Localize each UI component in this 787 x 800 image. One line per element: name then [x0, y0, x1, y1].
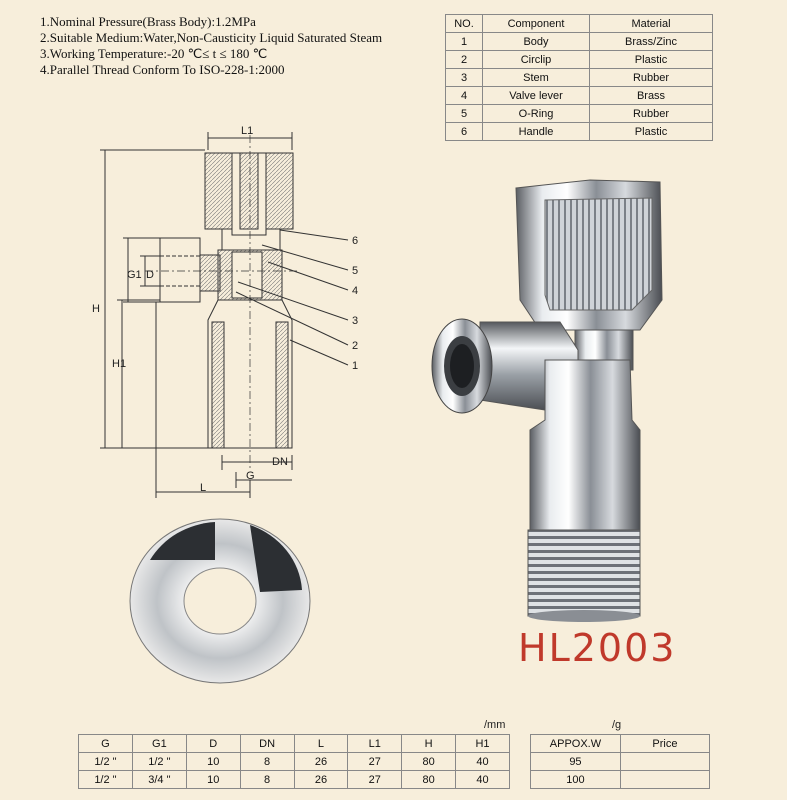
table-header-row: [79, 735, 510, 753]
table-cell: 5: [446, 105, 483, 123]
table-cell: 27: [348, 771, 402, 789]
table-cell: 3: [446, 69, 483, 87]
spec-line: 3.Working Temperature:-20 ℃≤ t ≤ 180 ℃: [40, 46, 268, 61]
table-cell: Stem: [483, 69, 590, 87]
spec-line: 2.Suitable Medium:Water,Non-Causticity Liquid Saturated Steam: [40, 30, 383, 45]
table-cell: Valve lever: [483, 87, 590, 105]
column-header: H: [402, 735, 456, 753]
dim-label-g: G: [246, 470, 255, 482]
callout-label: 3: [352, 315, 359, 327]
table-cell: 27: [348, 753, 402, 771]
dim-label-l: L: [200, 482, 207, 494]
table-cell: Brass: [590, 87, 713, 105]
table-cell: 8: [240, 771, 294, 789]
table-cell: Body: [483, 33, 590, 51]
table-cell: Rubber: [590, 105, 713, 123]
table-cell: Rubber: [590, 69, 713, 87]
valve-photo: [432, 180, 662, 622]
weight-table: [530, 734, 710, 789]
table-cell: 10: [186, 771, 240, 789]
column-header: APPOX.W: [531, 735, 621, 753]
table-row: [79, 753, 510, 771]
table-row: [531, 771, 710, 789]
table-cell: 95: [531, 753, 621, 771]
dimension-table: [78, 734, 510, 789]
dim-label-l1: L1: [241, 125, 254, 137]
flange-photo: [130, 519, 310, 683]
column-header: D: [186, 735, 240, 753]
column-header: H1: [456, 735, 510, 753]
table-row: [79, 771, 510, 789]
table-cell: Handle: [483, 123, 590, 141]
table-header-row: [531, 735, 710, 753]
column-header: L1: [348, 735, 402, 753]
table-row: [531, 753, 710, 771]
table-cell: Circlip: [483, 51, 590, 69]
table-cell: 6: [446, 123, 483, 141]
spec-line: 1.Nominal Pressure(Brass Body):1.2MPa: [40, 14, 256, 29]
unit-mm: /mm: [484, 719, 506, 731]
callout-label: 1: [352, 360, 359, 372]
table-cell: Brass/Zinc: [590, 33, 713, 51]
table-cell: 1/2 ": [132, 753, 186, 771]
column-header: Price: [620, 735, 709, 753]
dim-label-d: D: [146, 269, 154, 281]
table-cell: 8: [240, 753, 294, 771]
table-cell: 26: [294, 753, 348, 771]
column-header: DN: [240, 735, 294, 753]
callout-label: 5: [352, 265, 359, 277]
table-cell: 40: [456, 771, 510, 789]
table-cell: [620, 771, 709, 789]
table-cell: 10: [186, 753, 240, 771]
column-header: G: [79, 735, 133, 753]
dim-label-h1: H1: [112, 358, 127, 370]
table-cell: Plastic: [590, 51, 713, 69]
drawing-inlet: [160, 238, 200, 302]
column-header: NO.: [446, 15, 483, 33]
table-cell: 1: [446, 33, 483, 51]
table-cell: O-Ring: [483, 105, 590, 123]
table-cell: 2: [446, 51, 483, 69]
technical-drawing: [100, 132, 348, 498]
table-cell: 80: [402, 753, 456, 771]
table-cell: 4: [446, 87, 483, 105]
table-cell: 3/4 ": [132, 771, 186, 789]
callout-label: 4: [352, 285, 359, 297]
spec-line: 4.Parallel Thread Conform To ISO-228-1:2000: [40, 62, 285, 77]
column-header: Component: [483, 15, 590, 33]
table-cell: 26: [294, 771, 348, 789]
column-header: Material: [590, 15, 713, 33]
table-cell: [620, 753, 709, 771]
callout-label: 2: [352, 340, 359, 352]
callout-label: 6: [352, 235, 359, 247]
dim-label-h: H: [92, 303, 100, 315]
table-cell: 40: [456, 753, 510, 771]
column-header: G1: [132, 735, 186, 753]
table-cell: 100: [531, 771, 621, 789]
dim-label-g1: G1: [127, 269, 142, 281]
table-cell: 1/2 ": [79, 771, 133, 789]
table-cell: 80: [402, 771, 456, 789]
model-number: HL2003: [518, 626, 677, 670]
table-cell: Plastic: [590, 123, 713, 141]
dim-label-dn: DN: [272, 456, 288, 468]
unit-g: /g: [612, 719, 622, 731]
table-cell: 1/2 ": [79, 753, 133, 771]
column-header: L: [294, 735, 348, 753]
